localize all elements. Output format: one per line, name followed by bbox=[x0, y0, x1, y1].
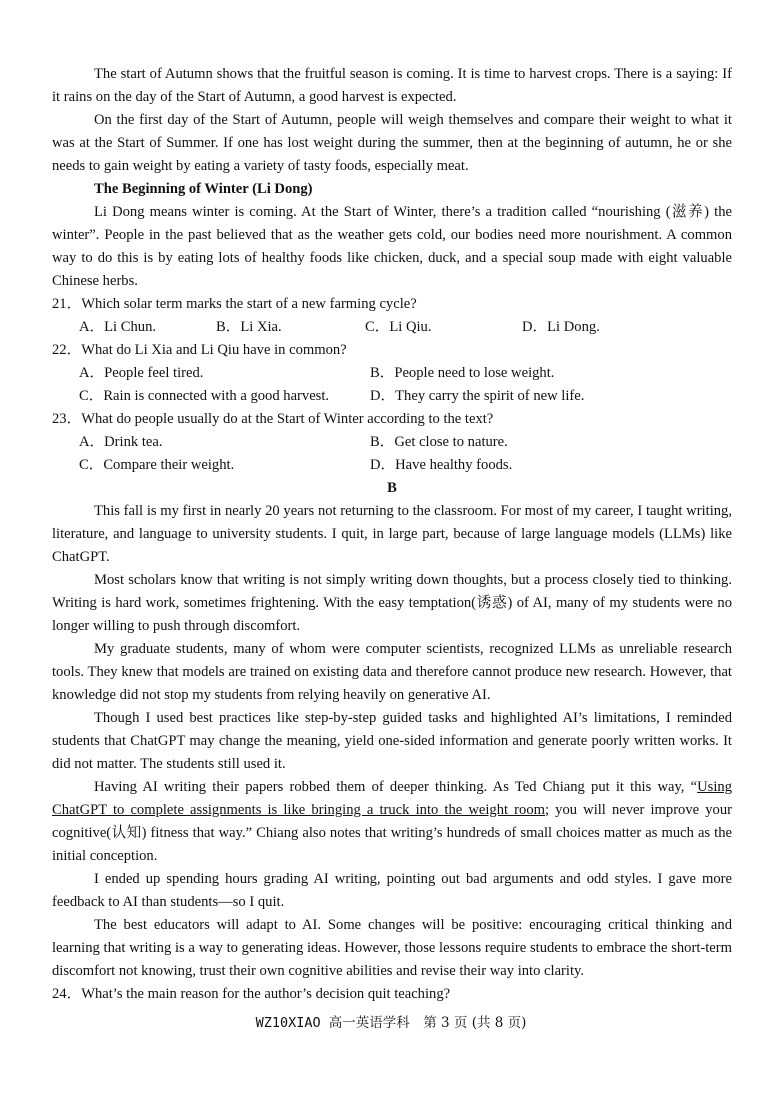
question-22-option-a: A．People feel tired. bbox=[79, 365, 204, 381]
footer-code: WZ10XIAO bbox=[255, 1015, 321, 1031]
page-footer bbox=[0, 1011, 782, 1031]
question-23-options-row-1 bbox=[52, 431, 732, 454]
question-24-stem: 24．What’s the main reason for the author’s decision quit teaching? bbox=[52, 986, 451, 1002]
passage-b-paragraph-1: This fall is my first in nearly 20 years not returning to the classroom. For most of my career, I taught writing, literature, and language to university students. I quit, in large part, because of large language models (LLMs) like ChatGPT. bbox=[52, 503, 732, 565]
underlined-quote: Using ChatGPT to complete assignments is like bringing a truck into the weight room bbox=[52, 779, 732, 818]
paragraph-5-rest: ; you will never improve your cognitive(认知) fitness that way.” Chiang also notes that writing’s hundreds of small choices matter as much as the initial conception. bbox=[52, 802, 732, 864]
passage-b-paragraph-3: My graduate students, many of whom were computer scientists, recognized LLMs as unreliable research tools. They knew that models are trained on existing data and therefore cannot produce new research. However, that knowledge did not stop my students from relying heavily on generative AI. bbox=[52, 641, 732, 703]
exam-page bbox=[52, 63, 732, 1006]
question-22-option-d: D．They carry the spirit of new life. bbox=[370, 388, 585, 404]
question-22-options-row-2 bbox=[52, 385, 732, 408]
question-22-option-c: C．Rain is connected with a good harvest. bbox=[79, 388, 330, 404]
question-21-options bbox=[52, 316, 732, 339]
question-23-option-b: B．Get close to nature. bbox=[370, 434, 508, 450]
question-23-stem: 23．What do people usually do at the Start of Winter according to the text? bbox=[52, 411, 494, 427]
passage-a-paragraph-2: On the first day of the Start of Autumn, people will weigh themselves and compare their weight to what it was at the Start of Summer. If one has lost weight during the summer, then at the beginning of autumn, he or she needs to gain weight by eating a variety of tasty foods, especially meat. bbox=[52, 112, 732, 174]
question-23-option-d: D．Have healthy foods. bbox=[370, 457, 513, 473]
question-21-option-a: A．Li Chun. bbox=[79, 319, 157, 335]
passage-b-paragraph-5 bbox=[52, 776, 732, 868]
question-21-stem: 21．Which solar term marks the start of a new farming cycle? bbox=[52, 296, 417, 312]
passage-b-paragraph-6: I ended up spending hours grading AI writing, pointing out bad arguments and odd styles. I gave more feedback to AI than students—so I quit. bbox=[52, 871, 732, 910]
footer-page-info: 高一英语学科 第 3 页 (共 8 页) bbox=[328, 1015, 527, 1031]
question-21-option-c: C．Li Qiu. bbox=[365, 319, 432, 335]
question-23-option-a: A．Drink tea. bbox=[79, 434, 163, 450]
question-22-option-b: B．People need to lose weight. bbox=[370, 365, 555, 381]
passage-b-paragraph-4: Though I used best practices like step-by-step guided tasks and highlighted AI’s limitations, I reminded students that ChatGPT may change the meaning, yield one-sided information and generate poorly written works. It did not matter. The students still used it. bbox=[52, 710, 732, 772]
question-22-options-row-1 bbox=[52, 362, 732, 385]
section-heading-li-dong: The Beginning of Winter (Li Dong) bbox=[94, 181, 313, 197]
question-22-stem: 22．What do Li Xia and Li Qiu have in common? bbox=[52, 342, 347, 358]
passage-b-paragraph-2: Most scholars know that writing is not simply writing down thoughts, but a process closely tied to thinking. Writing is hard work, sometimes frightening. With the easy temptation(诱惑) of AI, many of my students were no longer willing to push through discomfort. bbox=[52, 572, 732, 634]
paragraph-5-intro: Having AI writing their papers robbed them of deeper thinking. As Ted Chiang put it this way, “ bbox=[94, 779, 698, 795]
question-23-option-c: C．Compare their weight. bbox=[79, 457, 235, 473]
section-b-heading: B bbox=[387, 480, 397, 496]
passage-a-paragraph-3: Li Dong means winter is coming. At the Start of Winter, there’s a tradition called “nourishing (滋养) the winter”. People in the past believed that as the weather gets cold, our bodies need more nourishment. A common way to do this is by eating lots of healthy foods like chicken, duck, and a special soup made with eight valuable Chinese herbs. bbox=[52, 204, 732, 289]
question-23-options-row-2 bbox=[52, 454, 732, 477]
passage-b-paragraph-7: The best educators will adapt to AI. Some changes will be positive: encouraging critical thinking and learning that writing is a way to generating ideas. However, those lessons require students to embrace the short-term discomfort not knowing, trust their own cognitive abilities and revise their way into clarity. bbox=[52, 917, 732, 979]
question-21-option-b: B．Li Xia. bbox=[216, 319, 282, 335]
passage-a-paragraph-1: The start of Autumn shows that the fruitful season is coming. It is time to harvest crops. There is a saying: If it rains on the day of the Start of Autumn, a good harvest is expected. bbox=[52, 66, 732, 105]
question-21-option-d: D．Li Dong. bbox=[522, 319, 600, 335]
